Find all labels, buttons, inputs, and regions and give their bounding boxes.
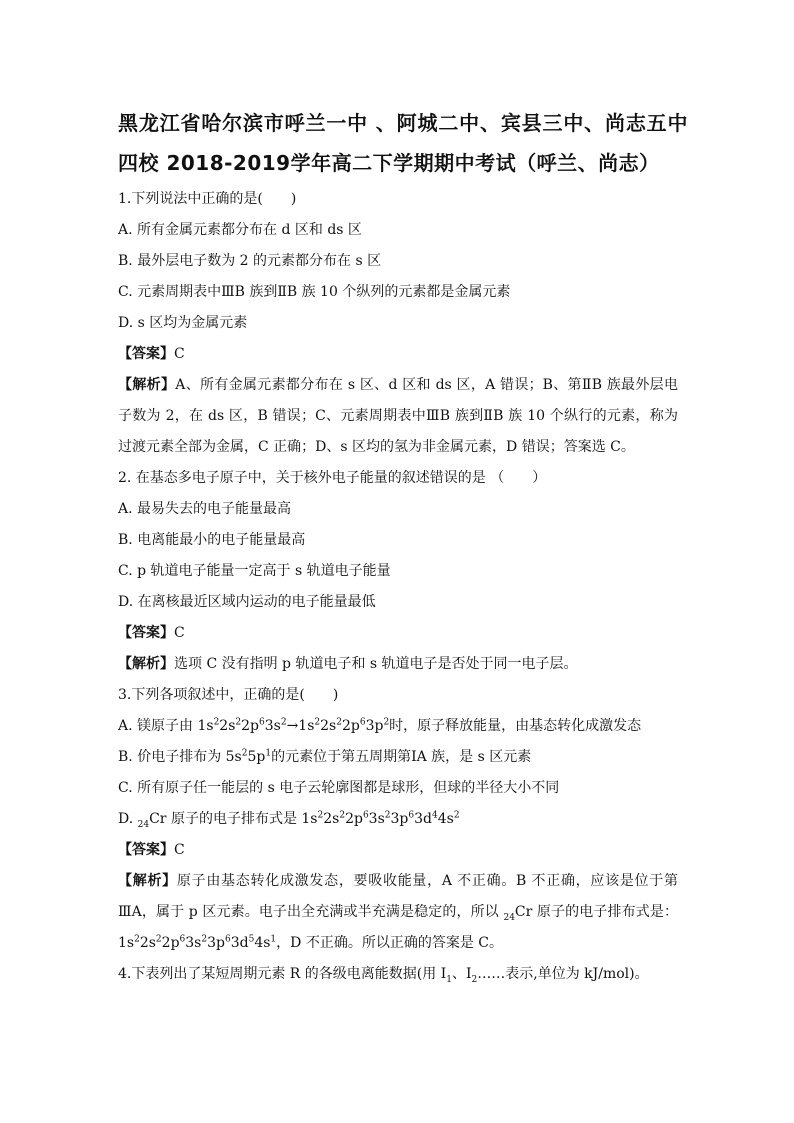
question-2-stem: 2. 在基态多电子原子中，关于核外电子能量的叙述错误的是 （ ）	[118, 470, 547, 486]
question-2-analysis	[118, 649, 678, 680]
analysis-label: 【解析】	[118, 873, 177, 889]
answer-label: 【答案】	[118, 346, 174, 362]
question-1-option-b: B. 最外层电子数为 2 的元素都分布在 s 区	[118, 253, 382, 269]
document-title: 黑龙江省哈尔滨市呼兰一中 、阿城二中、宾县三中、尚志五中四校 2018-2019学年高二下学期期中考试（呼兰、尚志）	[118, 111, 688, 175]
question-2-option-b: B. 电离能最小的电子能量最高	[118, 532, 306, 548]
analysis-label: 【解析】	[118, 656, 174, 672]
question-1-answer	[118, 339, 678, 370]
question-2-answer	[118, 618, 678, 649]
answer-value: C	[174, 842, 185, 858]
answer-value: C	[174, 625, 185, 641]
question-3-option-b: B. 价电子排布为 $5s^25p^1$的元素位于第五周期第ⅠA 族，是 s 区元素	[118, 748, 532, 765]
answer-label: 【答案】	[118, 625, 174, 641]
question-1-option-c: C. 元素周期表中ⅢB 族到ⅡB 族 10 个纵列的元素都是金属元素	[118, 284, 511, 300]
question-2-option-c: C. p 轨道电子能量一定高于 s 轨道电子能量	[118, 563, 391, 579]
answer-label: 【答案】	[118, 842, 174, 858]
question-3-answer	[118, 835, 678, 866]
question-4-stem: 4.下表列出了某短周期元素 R 的各级电离能数据(用 $I_1$、$I_2\dots\dots$表示,单位为 kJ/mol)。	[118, 966, 649, 985]
question-1-analysis	[118, 370, 678, 463]
question-1-option-d: D. s 区均为金属元素	[118, 315, 248, 331]
answer-value: C	[174, 346, 185, 362]
question-3-analysis: 【解析】原子由基态转化成激发态，要吸收能量，A 不正确。B 不正确，应该是位于第ⅢA，属于 p 区元素。电子出全充满或半充满是稳定的，所以 $_{24}$Cr 原子的电子排布式是：$1s^22s^22p^63s^23p^63d^54s^1$，D 不正确。所以正确的答案是 C。	[118, 873, 679, 951]
question-content	[118, 184, 678, 990]
question-3-option-d: D. $_{24}$Cr 原子的电子排布式是 $1s^22s^22p^63s^23p^63d^44s^2$	[118, 810, 460, 830]
question-2-option-a: A. 最易失去的电子能量最高	[118, 501, 292, 517]
question-2-option-d: D. 在离核最近区域内运动的电子能量最低	[118, 594, 376, 610]
analysis-text: A、所有金属元素都分布在 s 区、d 区和 ds 区，A 错误；B、第ⅡB 族最外层电子数为 2，在 ds 区，B 错误；C、元素周期表中ⅢB 族到ⅡB 族 10 个纵行的元素，称为过渡元素全部为金属，C 正确；D、s 区均的氢为非金属元素，D 错误；答案选 C。	[118, 377, 679, 455]
question-1-option-a: A. 所有金属元素都分布在 d 区和 ds 区	[118, 222, 362, 238]
question-3-option-c: C. 所有原子任一能层的 s 电子云轮廓图都是球形，但球的半径大小不同	[118, 780, 560, 796]
question-3-stem: 3.下列各项叙述中，正确的是( )	[118, 687, 339, 703]
analysis-text: 选项 C 没有指明 p 轨道电子和 s 轨道电子是否处于同一电子层。	[174, 656, 578, 672]
question-1-stem: 1.下列说法中正确的是( )	[118, 191, 297, 207]
analysis-label: 【解析】	[118, 377, 176, 393]
question-3-option-a: A. 镁原子由 $1s^22s^22p^63s^2\to 1s^22s^22p^63p^2$时，原子释放能量，由基态转化成激发态	[118, 717, 642, 734]
